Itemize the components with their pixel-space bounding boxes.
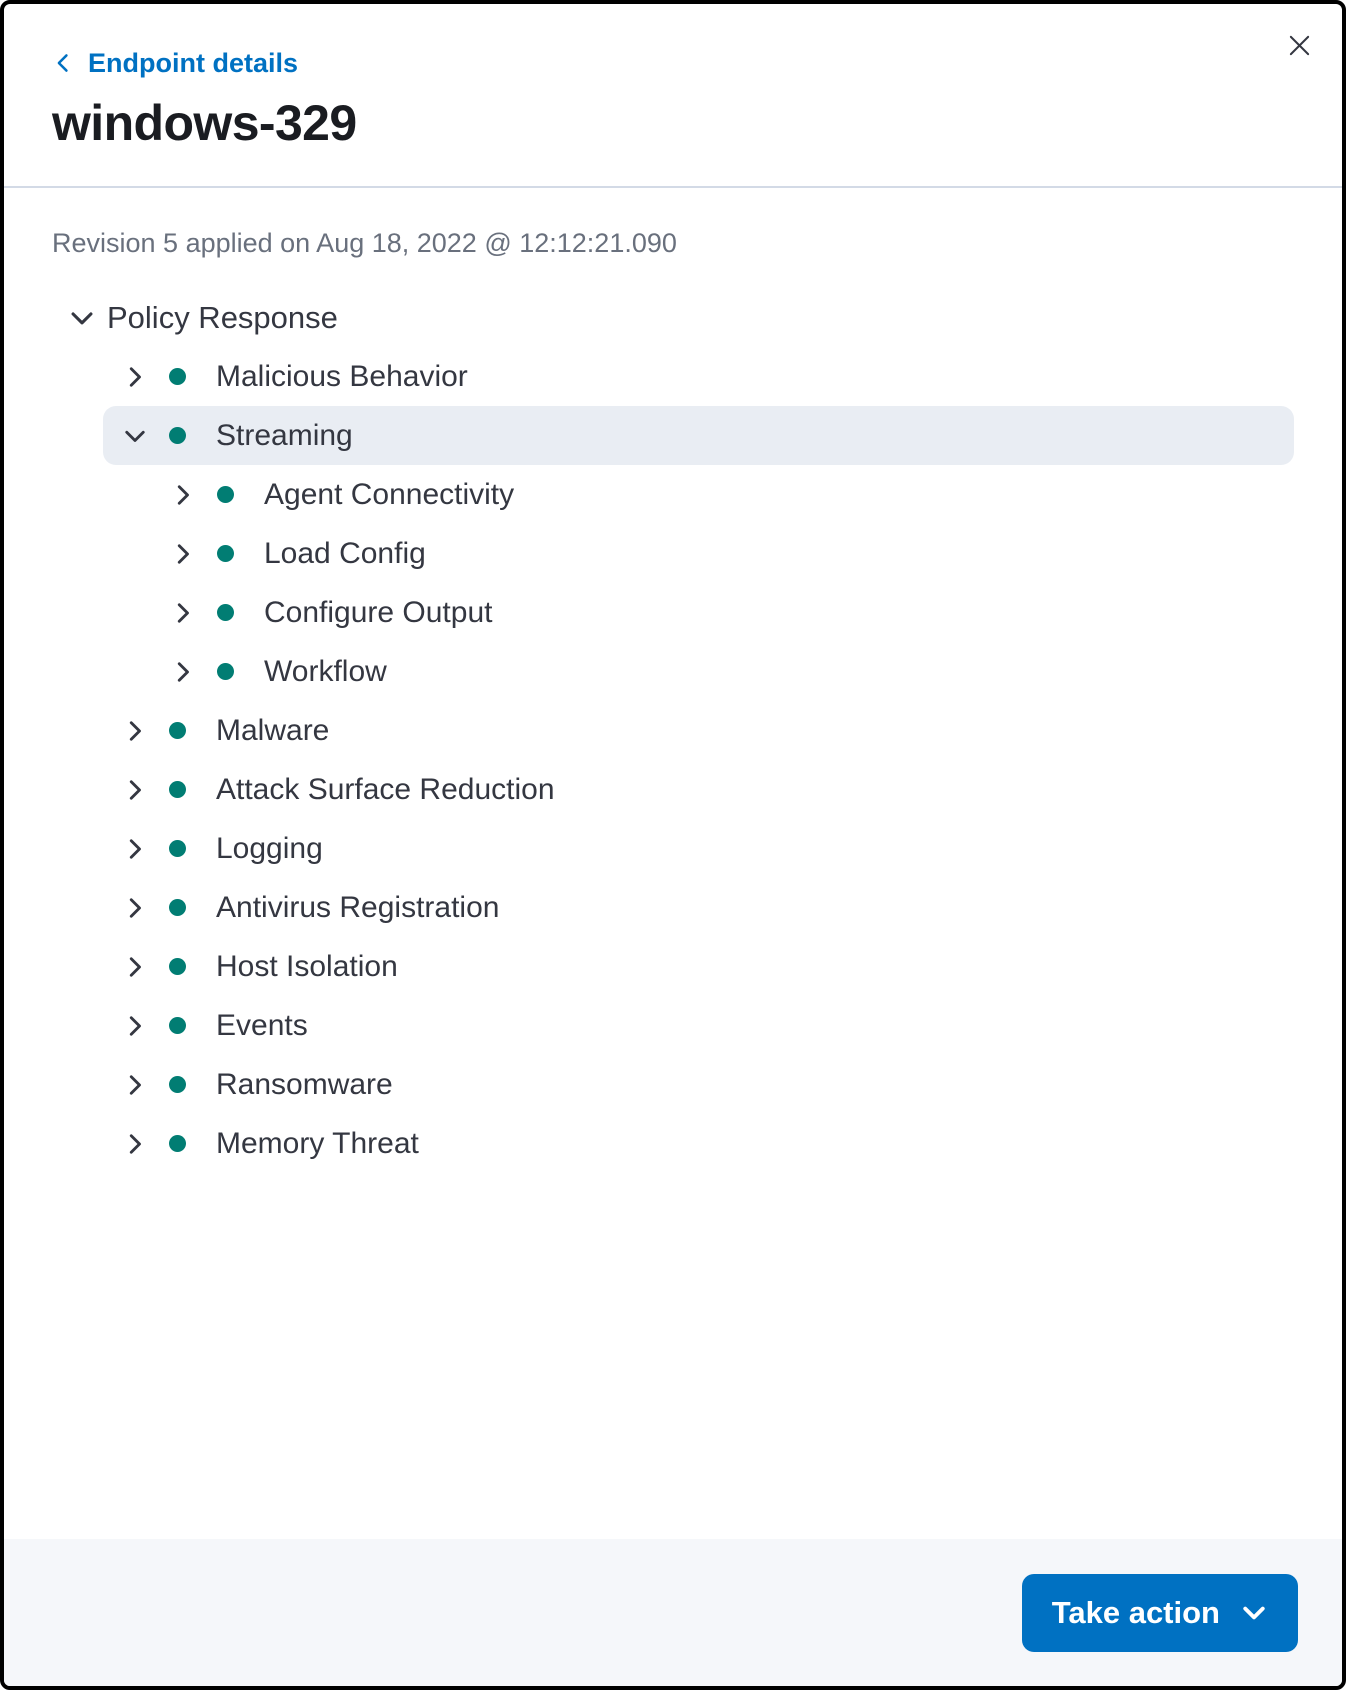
close-button[interactable] — [1276, 22, 1322, 68]
status-dot-icon — [169, 958, 186, 975]
tree-item-label: Logging — [216, 831, 323, 865]
chevron-right-icon[interactable] — [170, 541, 196, 567]
status-dot-icon — [217, 545, 234, 562]
chevron-right-icon[interactable] — [122, 895, 148, 921]
chevron-right-icon[interactable] — [122, 1072, 148, 1098]
tree-item-ransomware[interactable] — [103, 1055, 1294, 1114]
tree-item-label: Agent Connectivity — [264, 477, 515, 511]
chevron-right-icon[interactable] — [122, 718, 148, 744]
tree-root-policy-response[interactable] — [69, 288, 1294, 347]
tree-item-label: Host Isolation — [216, 949, 398, 983]
back-link-endpoint-details[interactable] — [52, 46, 298, 80]
chevron-down-icon[interactable] — [69, 305, 95, 331]
status-dot-icon — [169, 368, 186, 385]
tree-item-configure-output[interactable] — [103, 583, 1294, 642]
chevron-down-icon[interactable] — [122, 423, 148, 449]
policy-response-panel — [4, 188, 1342, 1539]
tree-item-malware[interactable] — [103, 701, 1294, 760]
revision-applied-text: Revision 5 applied on Aug 18, 2022 @ 12:12:21.090 — [52, 228, 677, 258]
status-dot-icon — [169, 1076, 186, 1093]
tree-item-events[interactable] — [103, 996, 1294, 1055]
tree-item-label: Attack Surface Reduction — [216, 772, 555, 806]
status-dot-icon — [217, 604, 234, 621]
tree-item-antivirus-registration[interactable] — [103, 878, 1294, 937]
tree-item-workflow[interactable] — [103, 642, 1294, 701]
tree-root-label: Policy Response — [107, 299, 338, 335]
flyout-footer — [4, 1539, 1342, 1686]
tree-item-label: Streaming — [216, 418, 353, 452]
tree-item-label: Configure Output — [264, 595, 493, 629]
tree-item-label: Malicious Behavior — [216, 359, 468, 393]
flyout-header — [4, 4, 1342, 152]
policy-response-tree — [52, 288, 1294, 1173]
close-icon — [1288, 34, 1311, 57]
tree-item-memory-threat[interactable] — [103, 1114, 1294, 1173]
chevron-right-icon[interactable] — [170, 482, 196, 508]
back-link-label: Endpoint details — [88, 48, 299, 78]
tree-item-label: Load Config — [264, 536, 426, 570]
chevron-right-icon[interactable] — [122, 954, 148, 980]
status-dot-icon — [169, 899, 186, 916]
take-action-label: Take action — [1051, 1594, 1220, 1630]
tree-item-agent-connectivity[interactable] — [103, 465, 1294, 524]
chevron-right-icon[interactable] — [122, 1013, 148, 1039]
tree-item-label: Memory Threat — [216, 1126, 419, 1160]
tree-item-label: Ransomware — [216, 1067, 393, 1101]
tree-item-label: Malware — [216, 713, 330, 747]
chevron-right-icon[interactable] — [122, 1131, 148, 1157]
tree-item-attack-surface-reduction[interactable] — [103, 760, 1294, 819]
status-dot-icon — [217, 663, 234, 680]
chevron-down-icon — [1240, 1599, 1268, 1627]
status-dot-icon — [169, 840, 186, 857]
chevron-left-icon — [52, 52, 74, 74]
status-dot-icon — [169, 1017, 186, 1034]
chevron-right-icon[interactable] — [170, 600, 196, 626]
status-dot-icon — [169, 427, 186, 444]
tree-item-host-isolation[interactable] — [103, 937, 1294, 996]
status-dot-icon — [169, 1135, 186, 1152]
tree-item-streaming[interactable] — [103, 406, 1294, 465]
status-dot-icon — [169, 722, 186, 739]
tree-item-logging[interactable] — [103, 819, 1294, 878]
chevron-right-icon[interactable] — [122, 777, 148, 803]
tree-item-label: Workflow — [264, 654, 387, 688]
status-dot-icon — [217, 486, 234, 503]
tree-item-label: Antivirus Registration — [216, 890, 500, 924]
tree-item-load-config[interactable] — [103, 524, 1294, 583]
chevron-right-icon[interactable] — [170, 659, 196, 685]
take-action-button[interactable] — [1022, 1574, 1298, 1652]
status-dot-icon — [169, 781, 186, 798]
tree-item-malicious-behavior[interactable] — [103, 347, 1294, 406]
tree-item-label: Events — [216, 1008, 308, 1042]
page-title: windows-329 — [52, 95, 357, 151]
chevron-right-icon[interactable] — [122, 836, 148, 862]
chevron-right-icon[interactable] — [122, 364, 148, 390]
